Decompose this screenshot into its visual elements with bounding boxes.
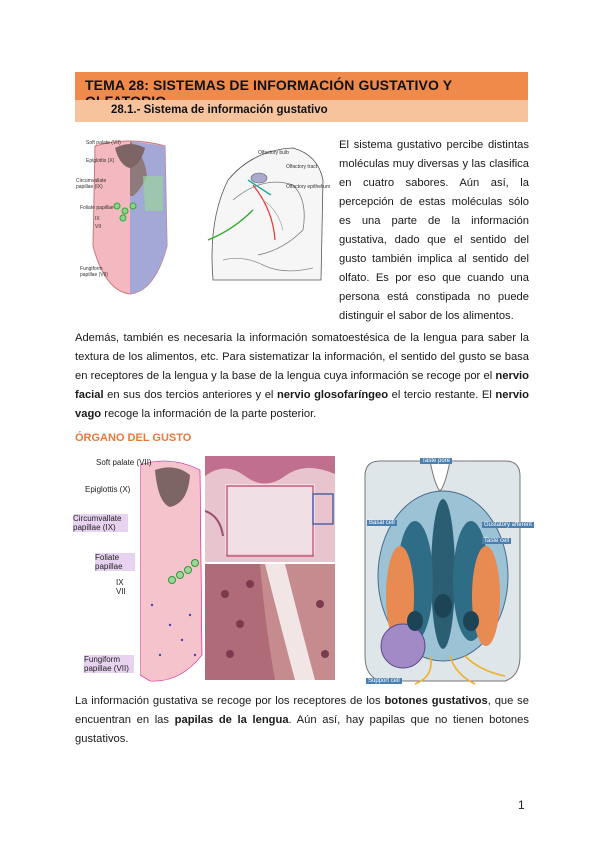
bud-label-2: Gustatory afferent	[484, 522, 532, 528]
body-text-1: Además, también es necesaria la información somatoestésica de la lengua para saber la textura de los alimentos, etc. Para sistematizar la información, el sentido del gusto se basa en receptores de la lengua y la base de la lengua cuya información se recoge por el	[75, 332, 529, 382]
closing-paragraph	[75, 692, 529, 749]
nasal-cavity-figure	[203, 140, 331, 290]
small-tongue-label-0: Soft palate (VII)	[86, 140, 121, 146]
large-tongue-label-2: Circumvallate papillae (IX)	[73, 514, 128, 532]
small-tongue-label-6: Fungiform papillae (VII)	[80, 266, 109, 278]
closing-text-2: , que se encuentran en las	[75, 695, 530, 726]
section-heading: ÓRGANO DEL GUSTO	[75, 432, 192, 444]
bold-nervio-vago: nervio vago	[75, 389, 529, 420]
nasal-label-2: Olfactory epithelium	[286, 184, 331, 190]
large-tongue-label-6: Fungiform papillae (VII)	[84, 655, 134, 673]
bold-botones-gustativos: botones gustativos	[384, 695, 488, 707]
histology-image-top	[205, 456, 335, 562]
small-tongue-label-1: Epiglottis (X)	[86, 158, 115, 164]
intro-paragraph: El sistema gustativo percibe distintas moléculas muy diversas y las clasifica en cuatro sabores. Aún así, la percepción de estas moléculas sólo es una parte de la información gustativa, dado que el sentido del gusto también implica al sentido del olfato. Es por eso que cuando una persona está constipada no puede distinguir el sabor de los alimentos.	[339, 139, 529, 322]
bold-papilas-lengua: papilas de la lengua	[174, 714, 289, 726]
subtitle-bar	[75, 100, 528, 122]
small-tongue-label-5: VII	[95, 224, 102, 230]
histology-image-bottom	[205, 564, 335, 680]
bud-label-3: Taste cell	[484, 538, 510, 544]
closing-text-1: La información gustativa se recoge por los receptores de los	[75, 695, 385, 707]
taste-bud-diagram	[355, 456, 530, 686]
bold-nervio-facial: nervio facial	[75, 370, 529, 401]
large-tongue-label-3: Foliate papillae	[95, 553, 135, 571]
page-title: TEMA 28: SISTEMAS DE INFORMACIÓN GUSTATIVO Y	[85, 77, 452, 93]
large-tongue-label-4: IX	[116, 578, 124, 587]
small-tongue-label-3: Foliate papillae	[80, 205, 114, 211]
bud-label-1: Basal cell	[369, 520, 395, 526]
body-text-3: el tercio restante. El	[388, 389, 496, 401]
body-text-2: en sus dos tercios anteriores y el	[103, 389, 277, 401]
tongue-map-large	[140, 455, 205, 685]
small-tongue-label-2: Circumvallate papillae (IX)	[76, 178, 107, 190]
bold-nervio-glosofaringeo: nervio glosofaríngeo	[276, 389, 389, 401]
closing-text-3: . Aún así, hay papilas que no tienen botones gustativos.	[75, 714, 529, 745]
small-tongue-label-4: IX	[95, 216, 100, 222]
title-bar	[75, 72, 528, 100]
large-tongue-label-1: Epiglottis (X)	[85, 485, 131, 494]
page-number: 1	[518, 798, 525, 812]
bud-label-0: Taste pore	[422, 458, 451, 464]
large-tongue-label-0: Soft palate (VII)	[96, 458, 152, 467]
nasal-label-0: Olfactory bulb	[258, 150, 289, 156]
bud-label-4: Support cell	[368, 678, 400, 684]
nasal-label-1: Olfactory tract	[286, 164, 318, 170]
body-text-4: recoge la información de la parte posterior.	[101, 408, 317, 420]
body-paragraph	[75, 329, 529, 424]
large-tongue-label-5: VII	[116, 587, 126, 596]
section-subtitle: 28.1.- Sistema de información gustativo	[111, 104, 328, 116]
